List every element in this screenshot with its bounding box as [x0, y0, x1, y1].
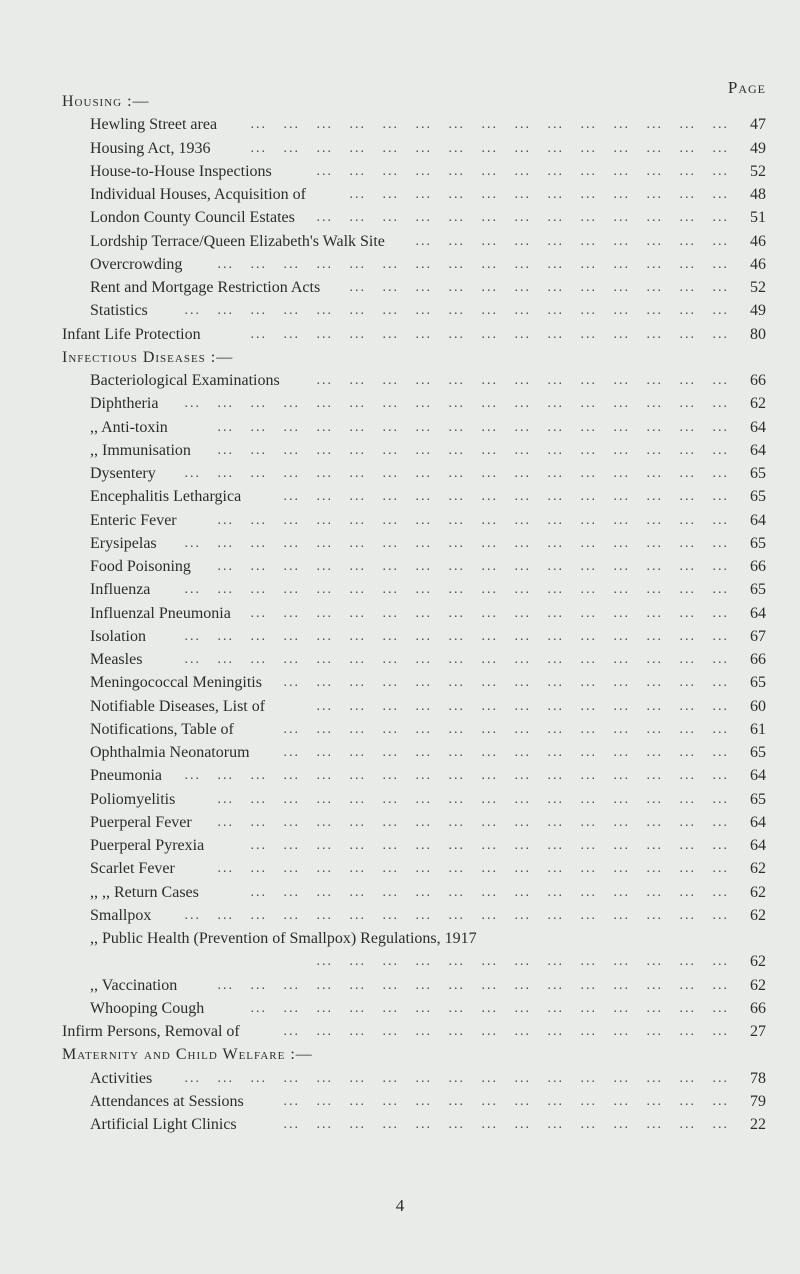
leader-dots: ... ... ... ... ... ... ... ... ... ... ... ... ... ... ... ... ... — [179, 582, 740, 598]
index-entry-label: Rent and Mortgage Restriction Acts — [90, 279, 321, 296]
index-entry — [0, 834, 800, 857]
leader-dots: ... ... ... ... ... ... ... ... ... ... ... ... ... ... ... ... — [212, 791, 740, 807]
index-entry — [0, 997, 800, 1020]
index-entry-page: 64 — [750, 837, 766, 854]
index-entry-label: Lordship Terrace/Queen Elizabeth's Walk Site — [90, 232, 385, 250]
index-entry-page: 62 — [750, 860, 766, 878]
index-entry — [0, 1020, 800, 1043]
index-entry-label: Diphtheria — [90, 395, 159, 413]
index-entry-label: Ophthalmia Neonatorum — [90, 744, 250, 761]
index-entry-label: Measles — [90, 651, 143, 668]
index-entry — [0, 671, 800, 694]
index-entry-label: Bacteriological Examinations — [90, 372, 280, 389]
index-entry-page: 80 — [750, 325, 766, 343]
index-entry-page: 62 — [750, 395, 766, 413]
leader-dots: ... ... ... ... ... ... ... ... ... ... ... ... ... ... ... ... — [212, 814, 740, 830]
leader-dots: ... ... ... ... ... ... ... ... ... ... ... ... ... ... ... — [245, 884, 740, 900]
index-entry-label: Notifications, Table of — [90, 720, 234, 738]
index-entry — [0, 1090, 800, 1113]
index-entry — [0, 206, 800, 229]
leader-dots: ... ... ... ... ... ... ... ... ... ... ... ... ... — [311, 163, 740, 179]
index-entry-page: 65 — [750, 674, 766, 692]
leader-dots: ... ... ... ... ... ... ... ... ... ... ... ... ... ... ... — [245, 326, 740, 342]
index-entry — [0, 648, 800, 671]
index-entry-page: 64 — [750, 604, 766, 622]
index-entry — [0, 416, 800, 439]
index-entry — [0, 811, 800, 834]
index-entry-page: 67 — [750, 627, 766, 645]
index-entry-label: Meningococcal Meningitis — [90, 674, 262, 692]
index-entry-label: London County Council Estates — [90, 209, 295, 227]
index-entry-page: 48 — [750, 186, 766, 203]
index-entry — [0, 323, 800, 346]
index-entry-page: 65 — [750, 534, 766, 552]
index-entry — [0, 857, 800, 880]
leader-dots: ... ... ... ... ... ... ... ... ... ... ... ... ... ... ... ... — [212, 861, 740, 877]
leader-dots: ... ... ... ... ... ... ... ... ... ... ... ... ... — [311, 210, 740, 226]
index-entry-page: 66 — [750, 999, 766, 1017]
index-entry-label: ,, Public Health (Prevention of Smallpox) Regulations, 1917 — [90, 930, 477, 947]
index-entry-page: 52 — [750, 279, 766, 296]
index-entry — [0, 625, 800, 648]
index-entry-page: 65 — [750, 581, 766, 599]
leader-dots: ... ... ... ... ... ... ... ... ... ... ... ... ... ... ... ... ... — [179, 768, 740, 784]
leader-dots: ... ... ... ... ... ... ... ... ... ... ... ... ... ... ... — [245, 838, 740, 853]
index-entry — [0, 230, 800, 253]
index-entry — [0, 253, 800, 276]
index-entry — [0, 462, 800, 485]
index-entry — [0, 927, 800, 974]
index-entry — [0, 578, 800, 601]
index-entry-page: 66 — [750, 651, 766, 668]
index-entry-label: Pneumonia — [90, 767, 162, 785]
index-entry-page: 61 — [750, 720, 766, 738]
index-entry-label: Whooping Cough — [90, 999, 205, 1017]
index-entry-label: Puerperal Pyrexia — [90, 837, 205, 854]
index-entry-label: Artificial Light Clinics — [90, 1116, 237, 1133]
leader-dots: ... ... ... ... ... ... ... ... ... ... ... ... ... ... — [278, 1093, 740, 1109]
index-entry-label: Poliomyelitis — [90, 790, 176, 808]
leader-dots: ... ... ... ... ... ... ... ... ... ... ... ... ... ... ... ... ... — [179, 396, 740, 412]
index-entry — [0, 974, 800, 997]
leader-dots: ... ... ... ... ... ... ... ... ... ... — [410, 233, 740, 249]
leader-dots: ... ... ... ... ... ... ... ... ... ... ... ... ... — [311, 698, 740, 714]
index-entry-label: Isolation — [90, 627, 146, 645]
index-section-heading — [0, 1043, 800, 1066]
index-entry-page: 64 — [750, 441, 766, 459]
index-entry — [0, 904, 800, 927]
index-entry-page: 27 — [750, 1023, 766, 1040]
index-entry-label: Dysentery — [90, 465, 156, 482]
index-entry-label: House-to-House Inspections — [90, 162, 272, 180]
index-entry-page: 49 — [750, 302, 766, 320]
leader-dots: ... ... ... ... ... ... ... ... ... ... ... ... ... ... — [278, 721, 740, 737]
index-entry-label: Activities — [90, 1069, 153, 1087]
leader-dots: ... ... ... ... ... ... ... ... ... ... ... ... ... ... ... ... — [212, 256, 740, 272]
index-entry-label: Statistics — [90, 302, 148, 320]
leader-dots: ... ... ... ... ... ... ... ... ... ... ... ... ... ... — [278, 1024, 740, 1039]
index-entry-page: 65 — [750, 465, 766, 482]
leader-dots: ... ... ... ... ... ... ... ... ... ... ... ... ... ... ... ... ... — [179, 652, 740, 667]
index-entry-label: Encephalitis Lethargica — [90, 488, 242, 506]
leader-dots: ... ... ... ... ... ... ... ... ... ... ... ... ... ... — [278, 745, 740, 760]
index-entry — [0, 160, 800, 183]
leader-dots: ... ... ... ... ... ... ... ... ... ... ... ... ... ... — [278, 675, 740, 691]
index-entry — [0, 764, 800, 787]
index-entry — [0, 299, 800, 322]
leader-dots: ... ... ... ... ... ... ... ... ... ... ... ... ... ... ... — [245, 140, 740, 156]
index-entry-label: Infirm Persons, Removal of — [62, 1023, 240, 1040]
index-entry — [0, 602, 800, 625]
index-entry-label: Notifiable Diseases, List of — [90, 697, 266, 715]
leader-dots: ... ... ... ... ... ... ... ... ... ... ... ... ... ... ... ... — [212, 419, 740, 435]
index-entry — [0, 1067, 800, 1090]
index-entry-label: Maternity and Child Welfare :— — [62, 1046, 313, 1064]
index-entry-label: Individual Houses, Acquisition of — [90, 186, 306, 203]
index-entry-label: ,, Immunisation — [90, 441, 191, 459]
leader-dots: ... ... ... ... ... ... ... ... ... ... ... ... ... ... ... ... ... — [179, 535, 740, 551]
index-entry-page: 64 — [750, 767, 766, 785]
index-entry-label: Influenza — [90, 581, 151, 599]
index-entry-page: 62 — [750, 976, 766, 994]
index-entry — [0, 532, 800, 555]
leader-dots: ... ... ... ... ... ... ... ... ... ... ... ... ... ... ... ... — [212, 512, 740, 528]
index-entry — [0, 137, 800, 160]
index-entry-page: 64 — [750, 813, 766, 831]
index-entry — [0, 695, 800, 718]
index-entry — [0, 183, 800, 206]
index-entry — [0, 392, 800, 415]
index-entry-label: Influenzal Pneumonia — [90, 604, 231, 622]
index-entry — [0, 509, 800, 532]
leader-dots: ... ... ... ... ... ... ... ... ... ... ... ... ... — [311, 954, 740, 969]
index-entry-label: Food Poisoning — [90, 558, 191, 575]
leader-dots: ... ... ... ... ... ... ... ... ... ... ... ... ... ... ... ... — [212, 977, 740, 993]
leader-dots: ... ... ... ... ... ... ... ... ... ... ... ... ... ... ... ... ... — [179, 303, 740, 319]
index-entry-page: 62 — [750, 883, 766, 901]
index-entry — [0, 369, 800, 392]
index-entry-label: Infant Life Protection — [62, 325, 201, 343]
index-entry — [0, 113, 800, 136]
index-entry — [0, 485, 800, 508]
leader-dots: ... ... ... ... ... ... ... ... ... ... ... ... ... ... ... ... ... — [179, 1070, 740, 1086]
index-entry-label: Overcrowding — [90, 255, 183, 273]
index-entry-label: Puerperal Fever — [90, 813, 192, 831]
index-entry-page: 47 — [750, 116, 766, 134]
index-section-heading — [0, 90, 800, 113]
index-entry — [0, 881, 800, 904]
index-entry-label: ,, Vaccination — [90, 976, 178, 994]
leader-dots: ... ... ... ... ... ... ... ... ... ... ... ... ... ... ... ... — [212, 559, 740, 574]
index-entry — [0, 741, 800, 764]
index-entry — [0, 439, 800, 462]
index-entry-page: 65 — [750, 488, 766, 506]
index-entry — [0, 788, 800, 811]
index-entry-page: 62 — [750, 953, 766, 970]
index-entry-page: 46 — [750, 255, 766, 273]
index-entry-page: 65 — [750, 744, 766, 761]
index-entry-page: 78 — [750, 1069, 766, 1087]
index-entry-label: Attendances at Sessions — [90, 1092, 244, 1110]
leader-dots: ... ... ... ... ... ... ... ... ... ... ... ... ... ... — [278, 489, 740, 505]
index-entry — [0, 555, 800, 578]
index-entry-page: 60 — [750, 697, 766, 715]
index-entry-label: Erysipelas — [90, 534, 157, 552]
index-entry — [0, 1113, 800, 1136]
index-entry-label: Housing :— — [62, 93, 150, 110]
index-entry-page: 52 — [750, 162, 766, 180]
leader-dots: ... ... ... ... ... ... ... ... ... ... ... ... ... ... ... — [245, 605, 740, 621]
leader-dots: ... ... ... ... ... ... ... ... ... ... ... ... ... — [311, 373, 740, 388]
index-entry-page: 49 — [750, 139, 766, 157]
index-entry-page: 64 — [750, 418, 766, 436]
index-list — [0, 90, 800, 1136]
page-number: 4 — [395, 1196, 405, 1215]
index-entry-page: 62 — [750, 906, 766, 924]
index-entry-page: 22 — [750, 1116, 766, 1133]
leader-dots: ... ... ... ... ... ... ... ... ... ... ... ... — [344, 280, 740, 295]
index-entry-page: 66 — [750, 372, 766, 389]
index-entry-page: 65 — [750, 790, 766, 808]
index-entry-label: Enteric Fever — [90, 511, 177, 529]
index-entry-page: 46 — [750, 232, 766, 250]
index-entry-label: Hewling Street area — [90, 116, 218, 134]
leader-dots: ... ... ... ... ... ... ... ... ... ... ... ... ... ... — [278, 1117, 740, 1132]
index-entry-page: 64 — [750, 511, 766, 529]
leader-dots: ... ... ... ... ... ... ... ... ... ... ... ... ... ... ... ... ... — [179, 907, 740, 923]
index-entry-page: 51 — [750, 209, 766, 227]
index-entry-label: ,, ,, Return Cases — [90, 883, 199, 901]
index-entry-label: Scarlet Fever — [90, 860, 175, 878]
index-entry — [0, 276, 800, 299]
index-entry-page: 66 — [750, 558, 766, 575]
index-entry — [0, 718, 800, 741]
page-column-header: Page — [727, 78, 766, 97]
index-section-heading — [0, 346, 800, 369]
index-entry-label: Smallpox — [90, 906, 152, 924]
leader-dots: ... ... ... ... ... ... ... ... ... ... ... ... ... ... ... ... — [212, 442, 740, 458]
leader-dots: ... ... ... ... ... ... ... ... ... ... ... ... ... ... ... — [245, 117, 740, 133]
leader-dots: ... ... ... ... ... ... ... ... ... ... ... ... ... ... ... — [245, 1000, 740, 1016]
leader-dots: ... ... ... ... ... ... ... ... ... ... ... ... ... ... ... ... ... — [179, 466, 740, 481]
index-entry-page: 79 — [750, 1092, 766, 1110]
index-entry-label: Housing Act, 1936 — [90, 139, 211, 157]
index-entry-label: ,, Anti-toxin — [90, 418, 168, 436]
index-entry-label: Infectious Diseases :— — [62, 348, 234, 366]
leader-dots: ... ... ... ... ... ... ... ... ... ... ... ... ... ... ... ... ... — [179, 628, 740, 644]
leader-dots: ... ... ... ... ... ... ... ... ... ... ... ... — [344, 187, 740, 202]
